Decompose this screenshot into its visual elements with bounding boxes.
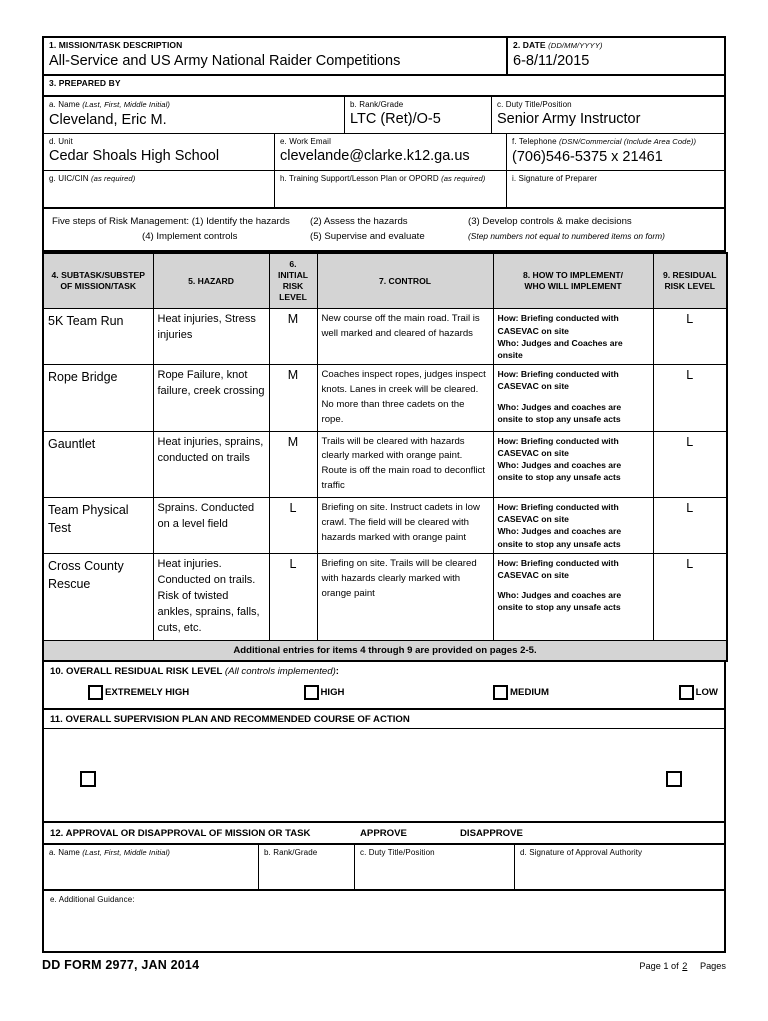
preparer-telephone-cell[interactable] — [506, 134, 724, 170]
risk-table-header-row — [43, 253, 727, 309]
uic-cin-label: g. UIC/CIN (as required) — [49, 174, 136, 184]
mission-task-description-cell[interactable] — [44, 38, 506, 74]
cell-how-part1: How: Briefing conducted with CASEVAC on site — [497, 369, 619, 392]
header-subtask: 4. SUBTASK/SUBSTEP OF MISSION/TASK — [43, 253, 153, 309]
preparer-email-label: e. Work Email — [280, 137, 331, 147]
table-row[interactable] — [43, 553, 727, 640]
risk-option-label: HIGH — [320, 686, 345, 698]
cell-subtask: Cross County Rescue — [43, 553, 153, 640]
date-label: 2. DATE (DD/MM/YYYY) — [513, 40, 603, 50]
risk-option-high[interactable] — [304, 685, 494, 700]
cell-how-part2: Who: Judges and coaches are onsite to stop any unsafe acts — [497, 590, 622, 613]
table-row[interactable] — [43, 498, 727, 554]
section-12-approval — [42, 823, 726, 953]
preparer-rank-label: b. Rank/Grade — [350, 99, 404, 109]
cell-residual-risk: L — [653, 553, 727, 640]
cell-hazard: Heat injuries. Conducted on trails. Risk of twisted ankles, sprains, falls, cuts, etc. — [153, 553, 269, 640]
section-10-overall-residual-risk — [42, 662, 726, 710]
five-steps-spacer — [52, 230, 142, 245]
checkbox-supervision-left[interactable] — [80, 771, 96, 787]
checkbox-high[interactable] — [304, 685, 319, 700]
risk-option-label: EXTREMELY HIGH — [105, 686, 190, 698]
form-number: DD FORM 2977, JAN 2014 — [42, 957, 200, 972]
cell-how-part1: How: Briefing conducted with CASEVAC on site — [497, 435, 619, 458]
checkbox-low[interactable] — [679, 685, 694, 700]
five-steps-step-2: (2) Assess the hazards — [310, 216, 408, 228]
mission-task-description-value: All-Service and US Army National Raider Competitions — [49, 52, 401, 69]
five-steps-step-4: (4) Implement controls — [142, 231, 238, 242]
preparer-telephone-value: (706)546-5375 x 21461 — [512, 148, 663, 165]
cell-control: Briefing on site. Trails will be cleared with hazards clearly marked with orange paint — [317, 553, 493, 640]
cell-hazard: Sprains. Conducted on a level field — [153, 498, 269, 554]
mission-task-description-label: 1. MISSION/TASK DESCRIPTION — [49, 40, 183, 50]
date-cell[interactable] — [506, 38, 724, 74]
approval-rank-label: b. Rank/Grade — [264, 847, 318, 857]
five-steps-block — [44, 209, 724, 252]
cell-how-part2: Who: Judges and coaches are onsite to stop any unsafe acts — [497, 401, 622, 424]
checkbox-supervision-right[interactable] — [666, 771, 682, 787]
prepared-by-row — [44, 76, 724, 97]
cell-how-implement — [493, 553, 653, 640]
section-12-label: 12. APPROVAL OR DISAPPROVAL OF MISSION OR TASK — [50, 827, 311, 839]
approval-signature-label: d. Signature of Approval Authority — [520, 847, 643, 857]
preparer-signature-label: i. Signature of Preparer — [512, 174, 598, 184]
date-value: 6-8/11/2015 — [513, 52, 590, 69]
cell-how-implement — [493, 309, 653, 365]
section-11-supervision-plan — [42, 710, 726, 823]
approval-signature-cell[interactable] — [514, 845, 724, 889]
section-10-options — [44, 679, 724, 708]
preparer-rank-value: LTC (Ret)/O-5 — [350, 111, 441, 128]
cell-initial-risk: M — [269, 365, 317, 431]
cell-residual-risk: L — [653, 309, 727, 365]
cell-how-gap — [498, 393, 649, 401]
prepared-by-label: 3. PREPARED BY — [49, 78, 121, 89]
cell-how-part1: How: Briefing conducted with CASEVAC on site — [497, 557, 619, 581]
approval-name-label: a. Name (Last, First, Middle Initial) — [49, 847, 170, 857]
risk-assessment-table — [42, 252, 728, 662]
checkbox-medium[interactable] — [493, 685, 508, 700]
cell-how-gap — [498, 581, 649, 589]
preparer-unit-label: d. Unit — [49, 137, 73, 147]
cell-control: Briefing on site. Instruct cadets in low crawl. The field will be cleared with hazards marked with orange paint — [317, 498, 493, 554]
table-row[interactable] — [43, 365, 727, 431]
section-11-label: 11. OVERALL SUPERVISION PLAN AND RECOMMENDED COURSE OF ACTION — [44, 710, 724, 729]
preparer-duty-cell[interactable] — [491, 97, 724, 133]
cell-hazard: Heat injuries, sprains, conducted on trails — [153, 431, 269, 497]
risk-option-medium[interactable] — [493, 685, 679, 700]
preparer-identity-row — [44, 97, 724, 134]
additional-entries-note-row — [43, 640, 727, 661]
section-11-body[interactable] — [44, 729, 724, 821]
cell-subtask: Rope Bridge — [43, 365, 153, 431]
preparer-unit-cell[interactable] — [44, 134, 274, 170]
cell-subtask: 5K Team Run — [43, 309, 153, 365]
cell-how-part2: Who: Judges and Coaches are onsite — [497, 337, 623, 360]
approval-duty-cell[interactable] — [354, 845, 514, 889]
header-control: 7. CONTROL — [317, 253, 493, 309]
preparer-duty-value: Senior Army Instructor — [497, 111, 641, 128]
risk-option-label: LOW — [695, 686, 718, 698]
five-steps-line-2 — [52, 230, 716, 245]
section-12-authority-row — [44, 845, 724, 891]
approval-name-cell[interactable] — [44, 845, 258, 889]
risk-option-extremely-high[interactable] — [50, 685, 304, 700]
preparer-duty-label: c. Duty Title/Position — [497, 99, 572, 109]
cell-initial-risk: L — [269, 498, 317, 554]
training-support-cell[interactable] — [274, 171, 506, 207]
cell-how-part2: Who: Judges and coaches are onsite to stop any unsafe acts — [497, 526, 622, 549]
cell-initial-risk: M — [269, 431, 317, 497]
prepared-by-header — [44, 76, 724, 95]
approval-rank-cell[interactable] — [258, 845, 354, 889]
cell-hazard: Heat injuries, Stress injuries — [153, 309, 269, 365]
cell-how-part2: Who: Judges and coaches are onsite to stop any unsafe acts — [497, 460, 622, 483]
preparer-rank-cell[interactable] — [344, 97, 491, 133]
additional-entries-note: Additional entries for items 4 through 9 are provided on pages 2-5. — [43, 640, 727, 661]
five-steps-intro: Five steps of Risk Management: (1) Identify the hazards — [52, 216, 290, 228]
additional-guidance-cell[interactable] — [44, 891, 724, 951]
preparer-admin-row — [44, 171, 724, 209]
cell-initial-risk: L — [269, 553, 317, 640]
risk-option-low[interactable] — [679, 685, 718, 700]
cell-how-implement — [493, 498, 653, 554]
approval-duty-label: c. Duty Title/Position — [360, 847, 435, 857]
table-row[interactable] — [43, 309, 727, 365]
header-hazard: 5. HAZARD — [153, 253, 269, 309]
form-footer — [42, 958, 726, 972]
five-steps-step-3: (3) Develop controls & make decisions — [468, 216, 632, 228]
cell-control: New course off the main road. Trail is well marked and cleared of hazards — [317, 309, 493, 365]
training-support-label: h. Training Support/Lesson Plan or OPORD (as required) — [280, 174, 486, 184]
cell-subtask: Team Physical Test — [43, 498, 153, 554]
section-10-label: 10. OVERALL RESIDUAL RISK LEVEL (All controls implemented): — [50, 665, 339, 677]
cell-how-part1: How: Briefing conducted with CASEVAC on site — [497, 313, 619, 336]
checkbox-extremely-high[interactable] — [88, 685, 103, 700]
preparer-telephone-label: f. Telephone (DSN/Commercial (Include Area Code)) — [512, 137, 697, 147]
disapprove-label[interactable]: DISAPPROVE — [460, 827, 523, 839]
five-steps-line-1 — [52, 215, 716, 230]
cell-residual-risk: L — [653, 498, 727, 554]
preparer-name-value: Cleveland, Eric M. — [49, 111, 167, 128]
table-row[interactable] — [43, 431, 727, 497]
preparer-contact-row — [44, 134, 724, 171]
form-header-block — [42, 36, 726, 252]
cell-subtask: Gauntlet — [43, 431, 153, 497]
header-how-to-implement: 8. HOW TO IMPLEMENT/ WHO WILL IMPLEMENT — [493, 253, 653, 309]
section-12-header — [44, 823, 724, 845]
mission-date-row — [44, 38, 724, 76]
header-initial-risk-level: 6. INITIAL RISK LEVEL — [269, 253, 317, 309]
risk-option-label: MEDIUM — [510, 686, 549, 698]
preparer-signature-cell[interactable] — [506, 171, 724, 207]
cell-control: Coaches inspect ropes, judges inspect knots. Lanes in creek will be cleared. No more than three cadets on the rope. — [317, 365, 493, 431]
cell-control: Trails will be cleared with hazards clearly marked with orange paint. Route is off the main road to deconflict traffic — [317, 431, 493, 497]
additional-guidance-label: e. Additional Guidance: — [50, 894, 135, 904]
cell-hazard: Rope Failure, knot failure, creek crossing — [153, 365, 269, 431]
cell-how-part1: How: Briefing conducted with CASEVAC on site — [497, 502, 619, 525]
five-steps-step-5: (5) Supervise and evaluate — [310, 231, 425, 242]
header-residual-risk-level: 9. RESIDUAL RISK LEVEL — [653, 253, 727, 309]
page-number: Page 1 of 2 Pages — [639, 960, 726, 971]
preparer-name-cell[interactable] — [44, 97, 344, 133]
preparer-name-label: a. Name (Last, First, Middle Initial) — [49, 99, 170, 109]
preparer-email-value: clevelande@clarke.k12.ga.us — [280, 148, 470, 165]
cell-initial-risk: M — [269, 309, 317, 365]
dd-form-2977 — [42, 36, 726, 972]
cell-how-implement — [493, 365, 653, 431]
preparer-email-cell[interactable] — [274, 134, 506, 170]
risk-table-body — [43, 309, 727, 661]
uic-cin-cell[interactable] — [44, 171, 274, 207]
cell-residual-risk: L — [653, 431, 727, 497]
cell-residual-risk: L — [653, 365, 727, 431]
cell-how-implement — [493, 431, 653, 497]
preparer-unit-value: Cedar Shoals High School — [49, 148, 220, 165]
five-steps-note: (Step numbers not equal to numbered items on form) — [468, 231, 665, 241]
approve-label[interactable]: APPROVE — [360, 827, 407, 839]
